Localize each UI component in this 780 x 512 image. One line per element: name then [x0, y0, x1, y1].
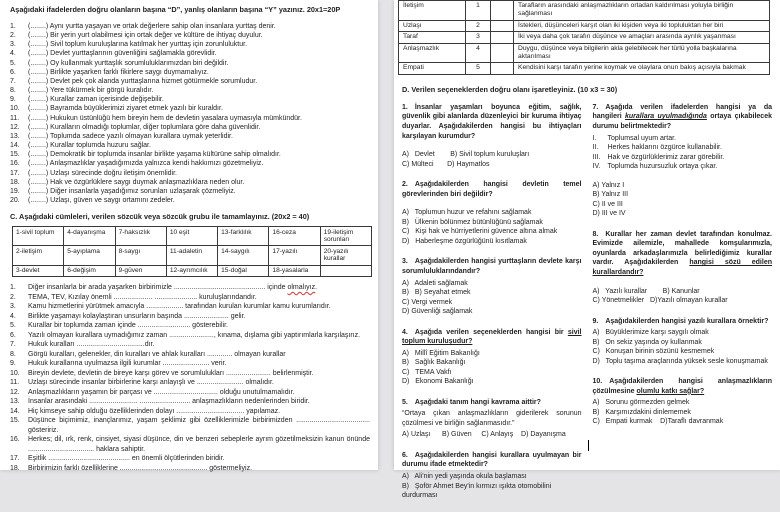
options	[402, 349, 582, 387]
match-definition: Tarafların arasındaki anlaşmazlıkların ortadan kaldırılması yoluyla birliğin sağlanması	[514, 1, 770, 21]
item-number: 5.	[10, 59, 16, 67]
answer-box[interactable]	[491, 20, 514, 31]
tf-statement: (........) Toplumda sadece yazılı olmayan kurallara uymak yeterlidir.	[28, 132, 233, 140]
match-number: 3	[466, 32, 491, 43]
tf-list	[10, 22, 370, 205]
word-bank-cell: 4-dayanışma	[64, 227, 115, 246]
word-bank-row	[13, 246, 372, 265]
question-number: 4.	[402, 328, 408, 336]
item-number: 2.	[10, 32, 16, 40]
match-number: 1	[466, 1, 491, 21]
question	[402, 398, 582, 440]
word-bank-cell: 1-sivil toplum	[13, 227, 64, 246]
options	[593, 181, 773, 219]
question-stem	[402, 103, 582, 141]
option-line[interactable]: C) Kişi hak ve hürriyetlerini güvence altına almak	[402, 228, 558, 236]
match-definition: İki veya daha çok tarafın düşünce ve amaçları arasında ayrılık yaşanması	[514, 32, 770, 43]
fill-item	[10, 350, 370, 360]
fill-item	[10, 359, 370, 369]
option-line[interactable]: B) Sağlık Bakanlığı	[402, 359, 466, 367]
question-stem	[402, 451, 582, 470]
match-term: Anlaşmazlık	[399, 43, 466, 63]
option-line[interactable]: D) Toplu taşıma araçlarında yüksek sesle konuşmamak	[592, 357, 768, 365]
options	[593, 287, 773, 306]
fill-item	[10, 378, 370, 388]
question-stem	[402, 398, 582, 408]
tf-statement: (........) Kuralların olmadığı toplumlar, diğer toplumlara göre daha güvenlidir.	[28, 123, 261, 131]
word-bank-body	[13, 227, 372, 277]
item-number: 7.	[10, 341, 16, 349]
tf-statement: (........) Yere tükürmek bir görgü kuralıdır.	[28, 87, 154, 95]
stem-text: Aşağıdakilerden hangisi devletin temel görevlerinden biri değildir?	[402, 181, 582, 198]
options	[402, 472, 582, 501]
roman-item	[593, 153, 773, 163]
item-number: 15.	[10, 417, 20, 425]
tf-item	[10, 114, 370, 123]
question-stem	[593, 317, 773, 327]
stem-text: hangisi sözü edilen kurallardandır?	[592, 259, 772, 276]
roman-numeral: III.	[592, 153, 601, 161]
stem-text: Aşağıda verilen ifadelerden hangisi ya da hangileri	[592, 103, 772, 121]
question-stem	[402, 180, 582, 199]
tf-item	[10, 40, 370, 49]
option-line[interactable]: D) Ekonomi Bakanlığı	[402, 378, 474, 386]
match-definition: İstekleri, düşünceleri karşıt olan iki kişiden veya iki topluluktan her biri	[514, 20, 770, 31]
stem-text: İnsanlar yaşamları boyunca eğitim, sağlık, güvenlik gibi alanlarda düzenleyici bir kuruma ihtiyaç duyarlar. Aşağıdakilerden hangisi bu ihtiyaçları karşılayan kurumdur?	[402, 103, 582, 140]
answer-box[interactable]	[491, 63, 514, 74]
fill-statement: Uzlaşı sürecinde insanlar birbirlerine karşı anlayışlı ve ........................ olmalıdır.	[28, 379, 274, 387]
item-number: 4.	[10, 50, 16, 58]
section-c-title: C. Aşağıdaki cümleleri, verilen sözcük veya sözcük grubu ile tamamlayınız. (20x2 = 40)	[10, 212, 310, 222]
question-stem	[593, 103, 773, 132]
item-number: 3.	[10, 303, 16, 311]
matching-table	[398, 0, 770, 75]
word-bank-cell: 2-iletişim	[13, 246, 64, 265]
question-quote: “Ortaya çıkan anlaşmazlıkların giderilerek sorunun çözülmesi ve birliğin sağlanmasıdır.”	[402, 410, 582, 427]
matching-row	[399, 32, 770, 43]
option-line[interactable]: D) Haberleşme özgürlüğünü kısıtlamak	[402, 237, 527, 245]
option-line[interactable]: A) Devlet B) Sivil toplum kuruluşları	[402, 151, 530, 159]
tf-statement: (........) Kurallar zaman içerisinde değişebilir.	[28, 96, 164, 104]
tf-statement: (........) Aynı yurtta yaşayan ve ortak değerlere sahip olan insanlara yurttaş denir.	[28, 23, 276, 30]
fill-statement: Görgü kuralları, gelenekler, din kuralları ve ahlak kuralları ............. olmayan kurallar	[28, 350, 286, 358]
match-term: Taraf	[399, 32, 466, 43]
match-number: 5	[466, 63, 491, 74]
matching-row	[399, 63, 770, 74]
roman-text: Toplumsal uyum artar.	[607, 134, 676, 142]
word-bank-table	[12, 226, 372, 277]
roman-item	[593, 143, 773, 153]
fill-item	[10, 302, 370, 312]
fill-statement: Hukuk kuralları ...................................dır.	[28, 341, 155, 349]
option-line[interactable]: C) TEMA Vakfı	[402, 368, 452, 376]
section-d-title: D. Verilen seçeneklerden doğru olanı işaretleyiniz. (10 x3 = 30)	[402, 84, 618, 94]
d-col-2	[593, 103, 773, 512]
option-line[interactable]: A) Büyüklerimize karşı saygılı olmak	[592, 329, 709, 337]
stem-text: Aşağıdakilerden hangisi anlaşmazlıkların çözülmesine	[592, 378, 772, 395]
fill-item	[10, 293, 370, 303]
item-number: 7.	[10, 77, 16, 85]
tf-statement: (........) Bayramda büyüklerimizi ziyaret etmek yazılı bir kuraldır.	[28, 105, 223, 113]
option-line[interactable]: C) II ve III	[592, 200, 623, 208]
option-line[interactable]: D) III ve IV	[592, 210, 626, 218]
tf-statement: (........) Birlikte yaşarken farklı fikirlere saygı duymamalıyız.	[28, 68, 209, 76]
fill-item	[10, 464, 370, 474]
tf-statement: (........) Sivil toplum kuruluşlarına katılmak her yurttaş için zorunluluktur.	[28, 41, 248, 49]
question	[402, 103, 582, 169]
item-number: 18.	[10, 464, 20, 472]
tf-item	[10, 132, 370, 141]
options	[402, 430, 582, 440]
roman-item	[593, 134, 773, 144]
fill-item	[10, 321, 370, 331]
item-number: 14.	[10, 142, 20, 150]
word-bank-cell: 15-doğal	[218, 265, 269, 277]
question-stem	[402, 328, 582, 347]
question	[402, 328, 582, 387]
question-number: 8.	[592, 230, 599, 238]
tf-item	[10, 77, 370, 86]
match-number: 4	[466, 43, 491, 63]
roman-text: Herkes haklarını özgürce kullanabilir.	[607, 144, 722, 152]
question-stem	[593, 230, 773, 278]
item-number: 12.	[10, 123, 20, 131]
item-number: 8.	[10, 350, 16, 358]
fill-statement: Herkes; dil, ırk, renk, cinsiyet, siyasi düşünce, din ve benzeri sebeplerle ayrım gözetilmeksizin kanun önünde .................................. haklara sahiptir.	[28, 436, 370, 453]
fill-item	[10, 435, 370, 454]
question-number: 3.	[402, 258, 408, 266]
options	[402, 208, 582, 246]
question	[593, 230, 773, 306]
matching-row	[399, 20, 770, 31]
fill-item	[10, 388, 370, 398]
item-number: 15.	[10, 151, 20, 159]
option-line[interactable]: A) Yalnız I	[592, 181, 625, 189]
item-number: 9.	[10, 360, 16, 368]
fill-item	[10, 454, 370, 464]
fill-item	[10, 397, 370, 407]
options	[402, 279, 582, 317]
item-number: 13.	[10, 398, 20, 406]
option-line[interactable]: A) Yazılı kurallar B) Kanunlar	[592, 287, 700, 295]
stem-text: Aşağıda verilen seçeneklerden hangisi bir	[414, 328, 568, 336]
tf-item	[10, 150, 370, 159]
options	[593, 328, 773, 366]
question-stem	[593, 377, 773, 396]
question	[402, 451, 582, 501]
fill-item	[10, 369, 370, 379]
option-line[interactable]: A) Millî Eğitim Bakanlığı	[402, 349, 480, 357]
word-bank-cell: 18-yasalarla	[269, 265, 320, 277]
fill-list	[10, 283, 370, 473]
tf-statement: (........) Oy kullanmak yurttaşlık sorumluluklarımızdan biri değildir.	[28, 59, 229, 67]
fill-item	[10, 331, 370, 341]
fill-statement: Anlaşmazlıkların yaşamın bir parçası ve ................................. olduğu unutulmamalıdır.	[28, 388, 295, 396]
fill-item	[10, 407, 370, 417]
word-bank-cell: 5-ayıplama	[64, 246, 115, 265]
tf-item	[10, 49, 370, 58]
item-number: 10.	[10, 369, 20, 377]
question	[402, 257, 582, 316]
document-page-right[interactable]	[394, 0, 780, 500]
fill-statement: Kamu hizmetlerini yürütmek amacıyla ................... tarafından kurulan kurumlar kamu kurumlarıdır.	[28, 303, 331, 311]
word-bank-cell: 14-saygılı	[218, 246, 269, 265]
item-number: 18.	[10, 178, 20, 186]
word-bank-cell: 8-saygı	[115, 246, 166, 265]
match-term: Empati	[399, 63, 466, 74]
word-bank-cell: 17-yazılı	[269, 246, 320, 265]
tf-item	[10, 169, 370, 178]
tf-statement: (........) Uzlaşı sürecinde doğru iletişim önemlidir.	[28, 169, 177, 177]
item-number: 6.	[10, 331, 16, 339]
question-number: 10.	[592, 378, 603, 386]
item-number: 5.	[10, 322, 16, 330]
fill-item	[10, 416, 370, 435]
d-col-1	[402, 103, 582, 512]
question-number: 2.	[402, 181, 408, 189]
item-number: 11.	[10, 114, 20, 122]
roman-item	[593, 162, 773, 172]
question	[402, 180, 582, 246]
item-number: 14.	[10, 407, 20, 415]
roman-numeral: IV.	[592, 163, 601, 171]
item-number: 6.	[10, 68, 16, 76]
match-definition: Kendisini karşı tarafın yerine koymak ve olaylara onun bakış açısıyla bakmak	[514, 63, 770, 74]
item-number: 13.	[10, 132, 20, 140]
options	[402, 150, 582, 169]
tf-statement: (........) Kurallar toplumda huzuru sağlar.	[28, 142, 151, 150]
stem-text: olumlu katkı sağlar?	[636, 387, 705, 395]
tf-statement: (........) Devlet yurttaşlarının güvenliğini sağlamakla görevlidir.	[28, 50, 217, 58]
word-bank-cell: 16-ceza	[269, 227, 320, 246]
section-a-title: Aşağıdaki ifadelerden doğru olanların başına “D”, yanlış olanların başına “Y” yazınız. 20x1=20P	[10, 5, 341, 14]
item-number: 9.	[10, 96, 16, 104]
option-line[interactable]: C) Mülteci D) Haymatlos	[402, 160, 490, 168]
tf-statement: (........) Uzlaşı, güven ve saygı ortamını zedeler.	[28, 196, 175, 204]
fill-statement: Bireyin devlete, devletin de bireye karşı görev ve sorumlulukları ....................... belirlenmiştir.	[28, 369, 314, 377]
question	[593, 103, 773, 219]
answer-box[interactable]	[491, 32, 514, 43]
option-line[interactable]: A) Uzlaşı B) Güven C) Anlayış D) Dayanışma	[402, 431, 566, 439]
option-line[interactable]: B) Yalnız III	[592, 191, 629, 199]
question-number: 5.	[402, 398, 408, 406]
tf-item	[10, 68, 370, 77]
fill-statement: Birlikte yaşamayı kolaylaştıran unsurların başında ....................... gelir.	[28, 312, 246, 320]
matching-table-body	[399, 1, 770, 75]
option-line[interactable]: B) Ülkenin bölünmez bütünlüğünü sağlamak	[402, 218, 543, 226]
word-bank-row	[13, 265, 372, 277]
tf-item	[10, 59, 370, 68]
fill-statement: Hiç kimseye sahip olduğu özelliklerinden dolayı ................................... yapılamaz.	[28, 407, 281, 415]
option-line[interactable]: C) Konuşan birinin sözünü kesmemek	[592, 348, 715, 356]
stem-text: sivil toplum kuruluşudur?	[402, 328, 582, 346]
option-line[interactable]: B) Şoför Ahmet Bey'in kırmızı ışıkta otomobilini durdurması	[402, 482, 554, 500]
option-line[interactable]: C) Vergi vermek	[402, 298, 453, 306]
word-bank-cell: 10 eşit	[166, 227, 217, 246]
fill-item	[10, 312, 370, 322]
question-number: 7.	[592, 103, 599, 111]
stem-text: Aşağıdakilerden hangisi kurallara uyulmayan bir durumu ifade etmektedir?	[402, 451, 582, 469]
item-number: 1.	[10, 23, 16, 30]
stem-text: Aşağıdakilerden hangisi yazılı kurallara örnektir?	[605, 317, 769, 325]
options	[593, 398, 773, 427]
tf-item	[10, 178, 370, 187]
item-number: 16.	[10, 160, 20, 168]
item-number: 8.	[10, 87, 16, 95]
answer-box[interactable]	[491, 1, 514, 21]
tf-item	[10, 31, 370, 40]
matching-row	[399, 1, 770, 21]
item-number: 4.	[10, 312, 16, 320]
item-number: 11.	[10, 379, 20, 387]
tf-statement: (........) Devlet pek çok alanda yurttaşlarına hizmet götürmekle sorumludur.	[28, 77, 258, 85]
stem-text: Kurallar her zaman devlet tarafından konulmaz. Evimizde ailemizle, mahallede komşularımızla, oyunlarda arkadaşlarımızla belirlediğimiz kurallar vardır. Aşağıdakilerden	[592, 230, 772, 267]
fill-statement: İnsanlar arasındaki ......................... .......................... anlaşmazlıkların nedenlerinden biridir.	[28, 398, 310, 406]
word-bank-cell: 19-iletişim sorunları	[320, 227, 371, 246]
fill-item	[10, 283, 370, 293]
roman-numeral: II.	[592, 144, 599, 152]
option-line[interactable]: A) Adaleti sağlamak	[402, 279, 468, 287]
fill-statement: Kurallar bir toplumda zaman içinde ........................... gösterebilir.	[28, 322, 228, 330]
word-bank-cell: 3-devlet	[13, 265, 64, 277]
word-bank-cell: 7-haksızlık	[115, 227, 166, 246]
option-line[interactable]: A) Toplumun huzur ve refahını sağlamak	[402, 209, 532, 217]
word-bank-row	[13, 227, 372, 246]
question-number: 6.	[402, 451, 408, 459]
fill-statement: TEMA, TEV, Kızılay önemli .................... ...................... kuruluşlarındandır.	[28, 293, 257, 301]
stem-text: kurallara uyulmadığında	[625, 113, 707, 121]
fill-statement: Hukuk kurallarına uyulmazsa ilgili kurumlar ........................ verir.	[28, 360, 227, 368]
fill-item	[10, 340, 370, 350]
question-columns	[394, 103, 780, 512]
item-number: 12.	[10, 388, 20, 396]
item-number: 20.	[10, 196, 20, 204]
tf-item	[10, 187, 370, 196]
document-page-left[interactable]	[0, 0, 378, 470]
tf-item	[10, 159, 370, 168]
answer-box[interactable]	[491, 43, 514, 63]
question	[593, 377, 773, 427]
tf-statement: (........) Hak ve özgürlüklere saygı duymak anlaşmazlıklara neden olur.	[28, 178, 245, 186]
option-line[interactable]: A) Ali'nin yedi yaşında okula başlaması	[402, 473, 527, 481]
tf-statement: (........) Anlaşmazlıklar yaşadığımızda yalnızca kendi hakkımızı gözetmeliyiz.	[28, 160, 264, 168]
option-line[interactable]: C) Empati kurmak D)Taraflı davranmak	[592, 418, 724, 426]
tf-statement: (........) Hukukun üstünlüğü hem bireyin hem de devletin yasalara uymasıyla mümkündür.	[28, 114, 302, 122]
option-line[interactable]: B) Karşımızdakini dinlememek	[592, 408, 691, 416]
tf-item	[10, 86, 370, 95]
match-term: İletişim	[399, 1, 466, 21]
stem-text: ortaya çıkabilecek durumu belirtmektedir?	[592, 113, 772, 131]
left-page-content	[0, 0, 378, 473]
fill-statement: Diğer insanlarla bir arada yaşarken birbirimizle ............................................... içinde olmalıyız.	[28, 284, 318, 292]
tf-statement: (........) Bir yerin yurt olabilmesi için ortak değer ve kültüre de ihtiyaç duyulur.	[28, 32, 263, 40]
tf-item	[10, 95, 370, 104]
roman-text: Toplumda huzursuzluk ortaya çıkar.	[607, 163, 718, 171]
word-bank-cell: 12-ayrımcılık	[166, 265, 217, 277]
tf-item	[10, 22, 370, 31]
fill-statement: Birbirimizin farklı özelliklerine ............................................. göstermeliyiz.	[28, 464, 253, 472]
roman-text: Hak ve özgürlüklerimiz zarar görebilir.	[607, 153, 725, 161]
item-number: 17.	[10, 455, 20, 463]
tf-statement: (........) Demokratik bir toplumda insanlar birlikte yaşama kültürüne sahip olmalıdır.	[28, 151, 281, 159]
tf-item	[10, 141, 370, 150]
item-number: 16.	[10, 436, 20, 444]
tf-item	[10, 123, 370, 132]
question-number: 9.	[592, 317, 599, 325]
item-number: 3.	[10, 41, 16, 49]
matching-row	[399, 43, 770, 63]
item-number: 10.	[10, 105, 20, 113]
misspelled-word: olmalıyız	[287, 284, 316, 292]
question-stem	[402, 257, 582, 276]
fill-statement: Eşitlik .......................................... en önemli ölçütlerinden biridir.	[28, 455, 225, 463]
item-number: 1.	[10, 284, 16, 292]
option-line[interactable]: D) Güvenliği sağlamak	[402, 308, 473, 316]
question	[593, 317, 773, 367]
question-number: 1.	[402, 103, 408, 111]
roman-numeral: I.	[592, 134, 597, 142]
item-number: 17.	[10, 169, 20, 177]
word-bank-cell	[320, 265, 371, 277]
option-line[interactable]: A) Sorunu görmezden gelmek	[592, 399, 690, 407]
stem-text: Aşağıdaki tanım hangi kavrama aittir?	[414, 398, 541, 406]
word-bank-cell: 11-adaletin	[166, 246, 217, 265]
word-bank-cell: 9-güven	[115, 265, 166, 277]
text-cursor	[588, 440, 589, 451]
option-line[interactable]: B) B) Seyahat etmek	[402, 289, 471, 297]
fill-statement: Düşünce biçimimiz, inançlarımız, yaşam şeklimiz gibi özelliklerimizle birbirimizden ...................................... gösteririz.	[28, 417, 370, 434]
fill-statement: Yazılı olmayan kurallara uymadığımız zaman ......................., kınama, dışlama gibi yaptırımlarla karşılaşırız.	[28, 331, 361, 339]
stem-text: Aşağıdakilerden hangisi yurttaşların devlete karşı sorumluluklarındandır?	[402, 258, 582, 275]
word-bank-cell: 13-farklılık	[218, 227, 269, 246]
tf-item	[10, 104, 370, 113]
match-number: 2	[466, 20, 491, 31]
option-line[interactable]: B) On sekiz yaşında oy kullanmak	[592, 338, 702, 346]
item-number: 2.	[10, 293, 16, 301]
tf-item	[10, 196, 370, 205]
tf-statement: (........) Diğer insanlarla yaşadığımız sorunları uzlaşarak çözmeliyiz.	[28, 187, 236, 195]
word-bank-cell: 20-yazılı kurallar	[320, 246, 371, 265]
match-term: Uzlaşı	[399, 20, 466, 31]
option-line[interactable]: C) Yönetmelikler D)Yazılı olmayan kurallar	[592, 297, 728, 305]
item-number: 19.	[10, 187, 20, 195]
match-definition: Duygu, düşünce veya bilgilerin akla gelebilecek her türlü yolla başkalarına aktarılması	[514, 43, 770, 63]
word-bank-cell: 6-değişim	[64, 265, 115, 277]
